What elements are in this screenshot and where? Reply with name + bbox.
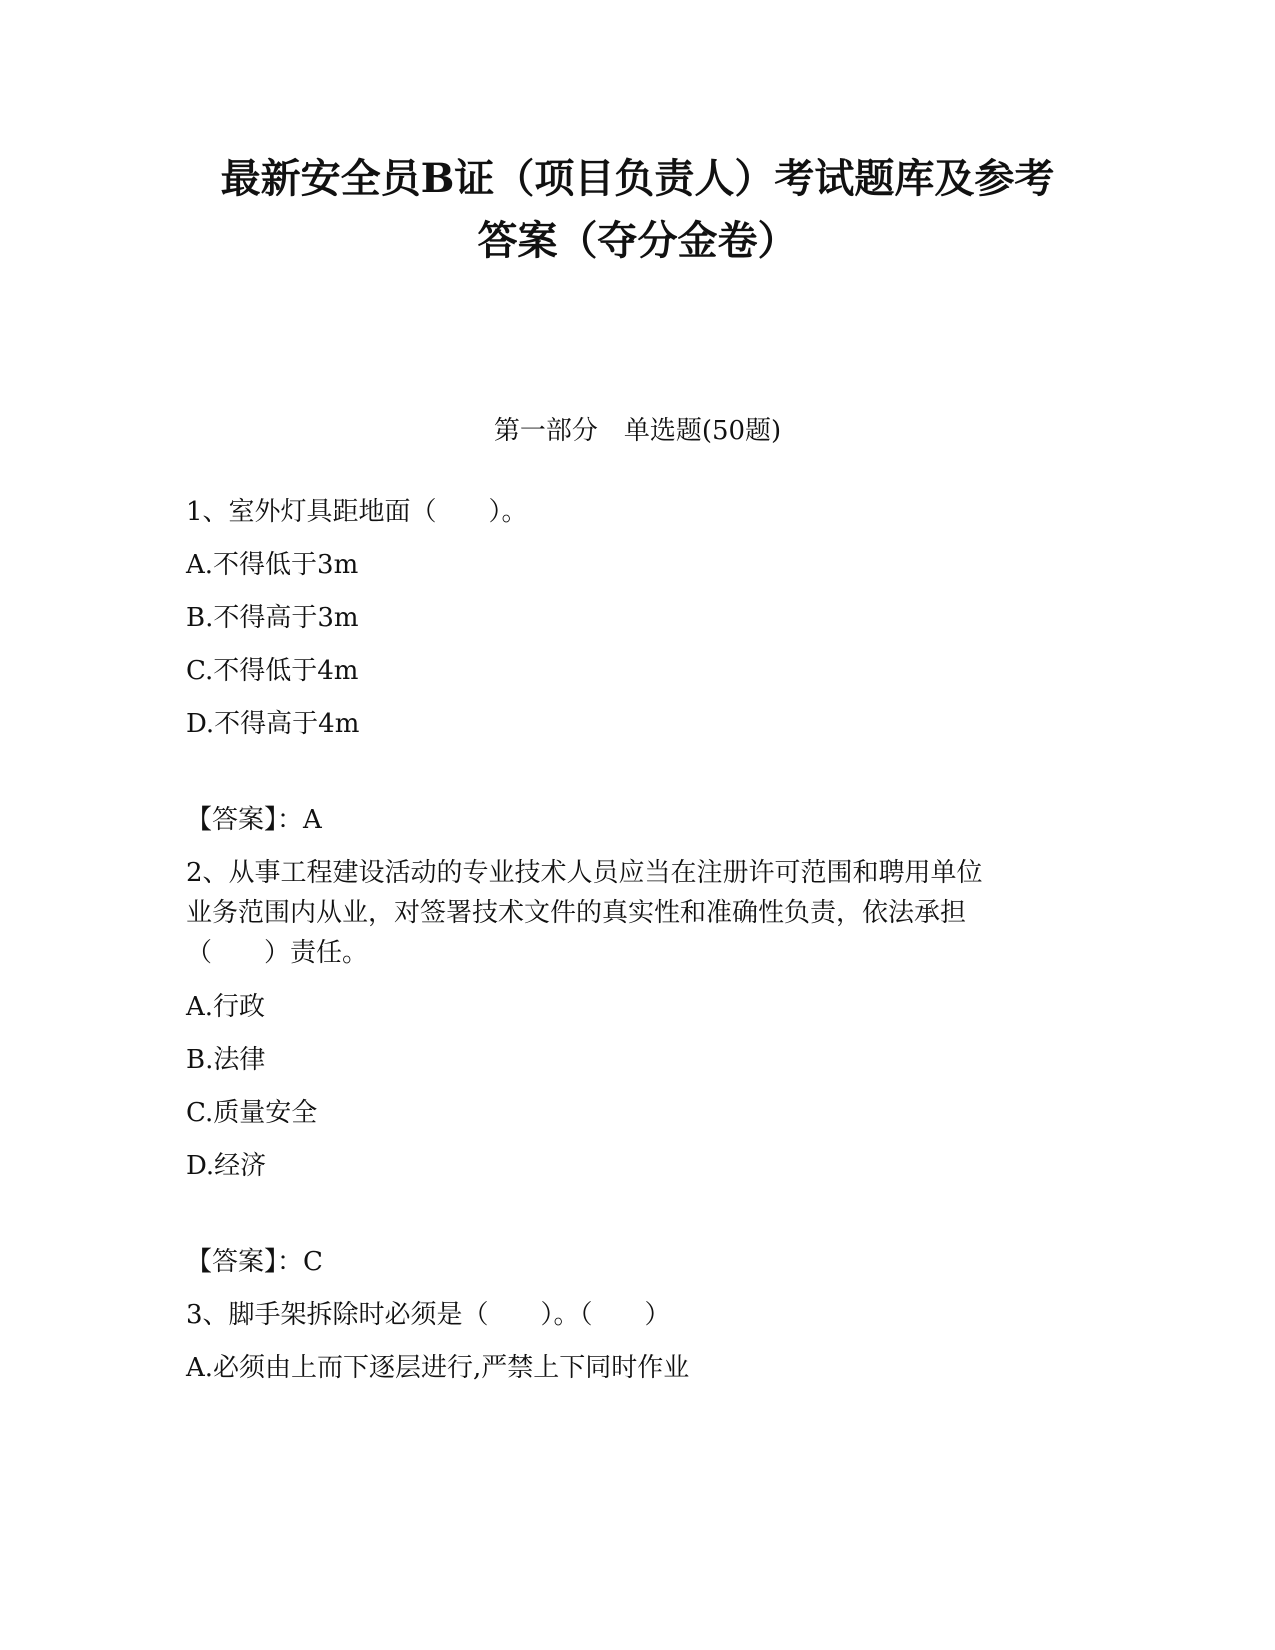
section-heading: 第一部分 单选题(50题)	[493, 416, 782, 446]
question-1-stem: 1、室外灯具距地面（ ）。	[186, 497, 528, 527]
question-1-option-a: A.不得低于3m	[186, 550, 359, 580]
document-title-line1: 最新安全员B证（项目负责人）考试题库及参考	[220, 155, 1055, 202]
question-2-stem-line3: （ ）责任。	[186, 938, 369, 968]
document-title-line2: 答案（夺分金卷）	[477, 217, 798, 264]
question-1-option-c: C.不得低于4m	[186, 656, 359, 686]
question-1-option-b: B.不得高于3m	[186, 603, 359, 633]
question-3-option-a: A.必须由上而下逐层进行,严禁上下同时作业	[186, 1353, 690, 1383]
question-2-option-d: D.经济	[186, 1151, 267, 1181]
question-2-answer: 【答案】：C	[186, 1247, 323, 1277]
question-2-stem-line1: 2、从事工程建设活动的专业技术人员应当在注册许可范围和聘用单位	[186, 858, 983, 888]
question-3-stem: 3、脚手架拆除时必须是（ ）。（ ）	[186, 1300, 671, 1330]
question-2-option-c: C.质量安全	[186, 1098, 318, 1128]
question-2-option-a: A.行政	[186, 992, 266, 1022]
question-2-stem-line2: 业务范围内从业，对签署技术文件的真实性和准确性负责，依法承担	[186, 898, 967, 928]
question-1-option-d: D.不得高于4m	[186, 709, 360, 739]
question-1-answer: 【答案】：A	[186, 805, 322, 835]
question-2-option-b: B.法律	[186, 1045, 266, 1075]
